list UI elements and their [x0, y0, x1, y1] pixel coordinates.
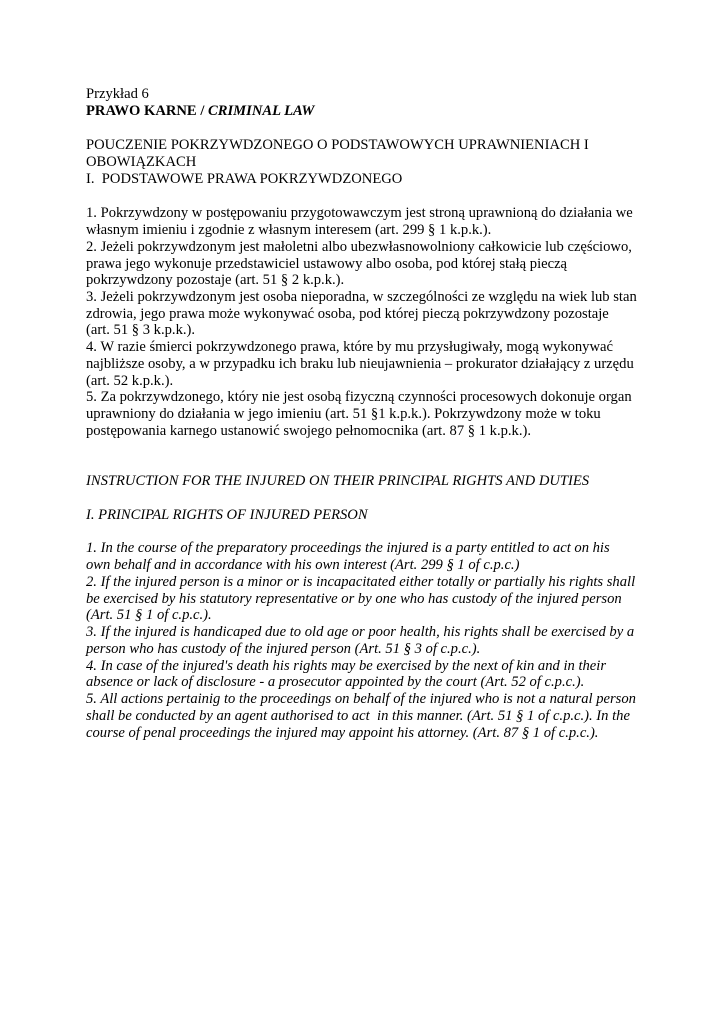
english-text-line: course of penal proceedings the injured may appoint his attorney. (Art. 87 § 1 of c.p.c.).: [86, 725, 599, 741]
polish-text-line: 4. W razie śmierci pokrzywdzonego prawa, które by mu przysługiwały, mogą wykonywać: [86, 339, 613, 355]
english-text-line: 3. If the injured is handicaped due to old age or poor health, his rights shall be exercised by a: [86, 624, 635, 640]
polish-text-line: (art. 52 k.p.k.).: [86, 373, 174, 389]
polish-text-line: postępowania karnego ustanowić swojego pełnomocnika (art. 87 § 1 k.p.k.).: [86, 423, 532, 439]
example-label: Przykład 6: [86, 86, 149, 102]
english-section-title: I. PRINCIPAL RIGHTS OF INJURED PERSON: [86, 507, 368, 523]
english-text-line: 5. All actions pertainig to the proceedings on behalf of the injured who is not a natural person: [86, 691, 636, 707]
polish-text-line: uprawniony do działania w jego imieniu (art. 51 §1 k.p.k.). Pokrzywdzony może w toku: [86, 406, 601, 422]
polish-text-line: prawa jego wykonuje przedstawiciel ustawowy albo osoba, pod której stałą pieczą: [86, 256, 568, 272]
polish-text-line: pokrzywdzony pozostaje (art. 51 § 2 k.p.k.).: [86, 272, 345, 288]
english-text-line: 4. In case of the injured's death his rights may be exercised by the next of kin and in their: [86, 658, 607, 674]
english-text-line: (Art. 51 § 1 of c.p.c.).: [86, 607, 212, 623]
polish-text-line: najbliższe osoby, a w przypadku ich braku lub nieujawnienia – prokurator działający z urzędu: [86, 356, 634, 372]
polish-text-line: 2. Jeżeli pokrzywdzonym jest małoletni albo ubezwłasnowolniony całkowicie lub częściowo,: [86, 239, 632, 255]
polish-heading-line-1: POUCZENIE POKRZYWDZONEGO O PODSTAWOWYCH UPRAWNIENIACH I: [86, 137, 589, 153]
polish-text-line: (art. 51 § 3 k.p.k.).: [86, 322, 196, 338]
polish-text-line: własnym imieniu i zgodnie z własnym interesem (art. 299 § 1 k.p.k.).: [86, 222, 492, 238]
polish-text-line: 3. Jeżeli pokrzywdzonym jest osoba nieporadna, w szczególności ze względu na wiek lub stan: [86, 289, 637, 305]
english-text-line: absence or lack of disclosure - a prosecutor appointed by the court (Art. 52 of c.p.c.).: [86, 674, 585, 690]
title-polish: PRAWO KARNE /: [86, 103, 209, 119]
english-heading: INSTRUCTION FOR THE INJURED ON THEIR PRINCIPAL RIGHTS AND DUTIES: [86, 473, 590, 489]
polish-heading-line-2: OBOWIĄZKACH: [86, 154, 197, 170]
polish-section-title: I. PODSTAWOWE PRAWA POKRZYWDZONEGO: [86, 171, 403, 187]
english-text-line: 1. In the course of the preparatory proceedings the injured is a party entitled to act on his: [86, 540, 610, 556]
polish-text-line: 1. Pokrzywdzony w postępowaniu przygotowawczym jest stroną uprawnioną do działania we: [86, 205, 633, 221]
english-text-line: own behalf and in accordance with his own interest (Art. 299 § 1 of c.p.c.): [86, 557, 520, 573]
polish-text-line: 5. Za pokrzywdzonego, który nie jest osobą fizyczną czynności procesowych dokonuje organ: [86, 389, 632, 405]
english-text-line: be exercised by his statutory representative or by one who has custody of the injured person: [86, 591, 622, 607]
title-english: CRIMINAL LAW: [208, 103, 315, 119]
polish-text-line: zdrowia, jego prawa może wykonywać osoba, pod której pieczą pokrzywdzony pozostaje: [86, 306, 609, 322]
english-text-line: person who has custody of the injured person (Art. 51 § 3 of c.p.c.).: [86, 641, 481, 657]
english-text-line: 2. If the injured person is a minor or is incapacitated either totally or partially his rights shall: [86, 574, 636, 590]
english-text-line: shall be conducted by an agent authorised to act in this manner. (Art. 51 § 1 of c.p.c.). In the: [86, 708, 630, 724]
document-title: [86, 103, 314, 120]
